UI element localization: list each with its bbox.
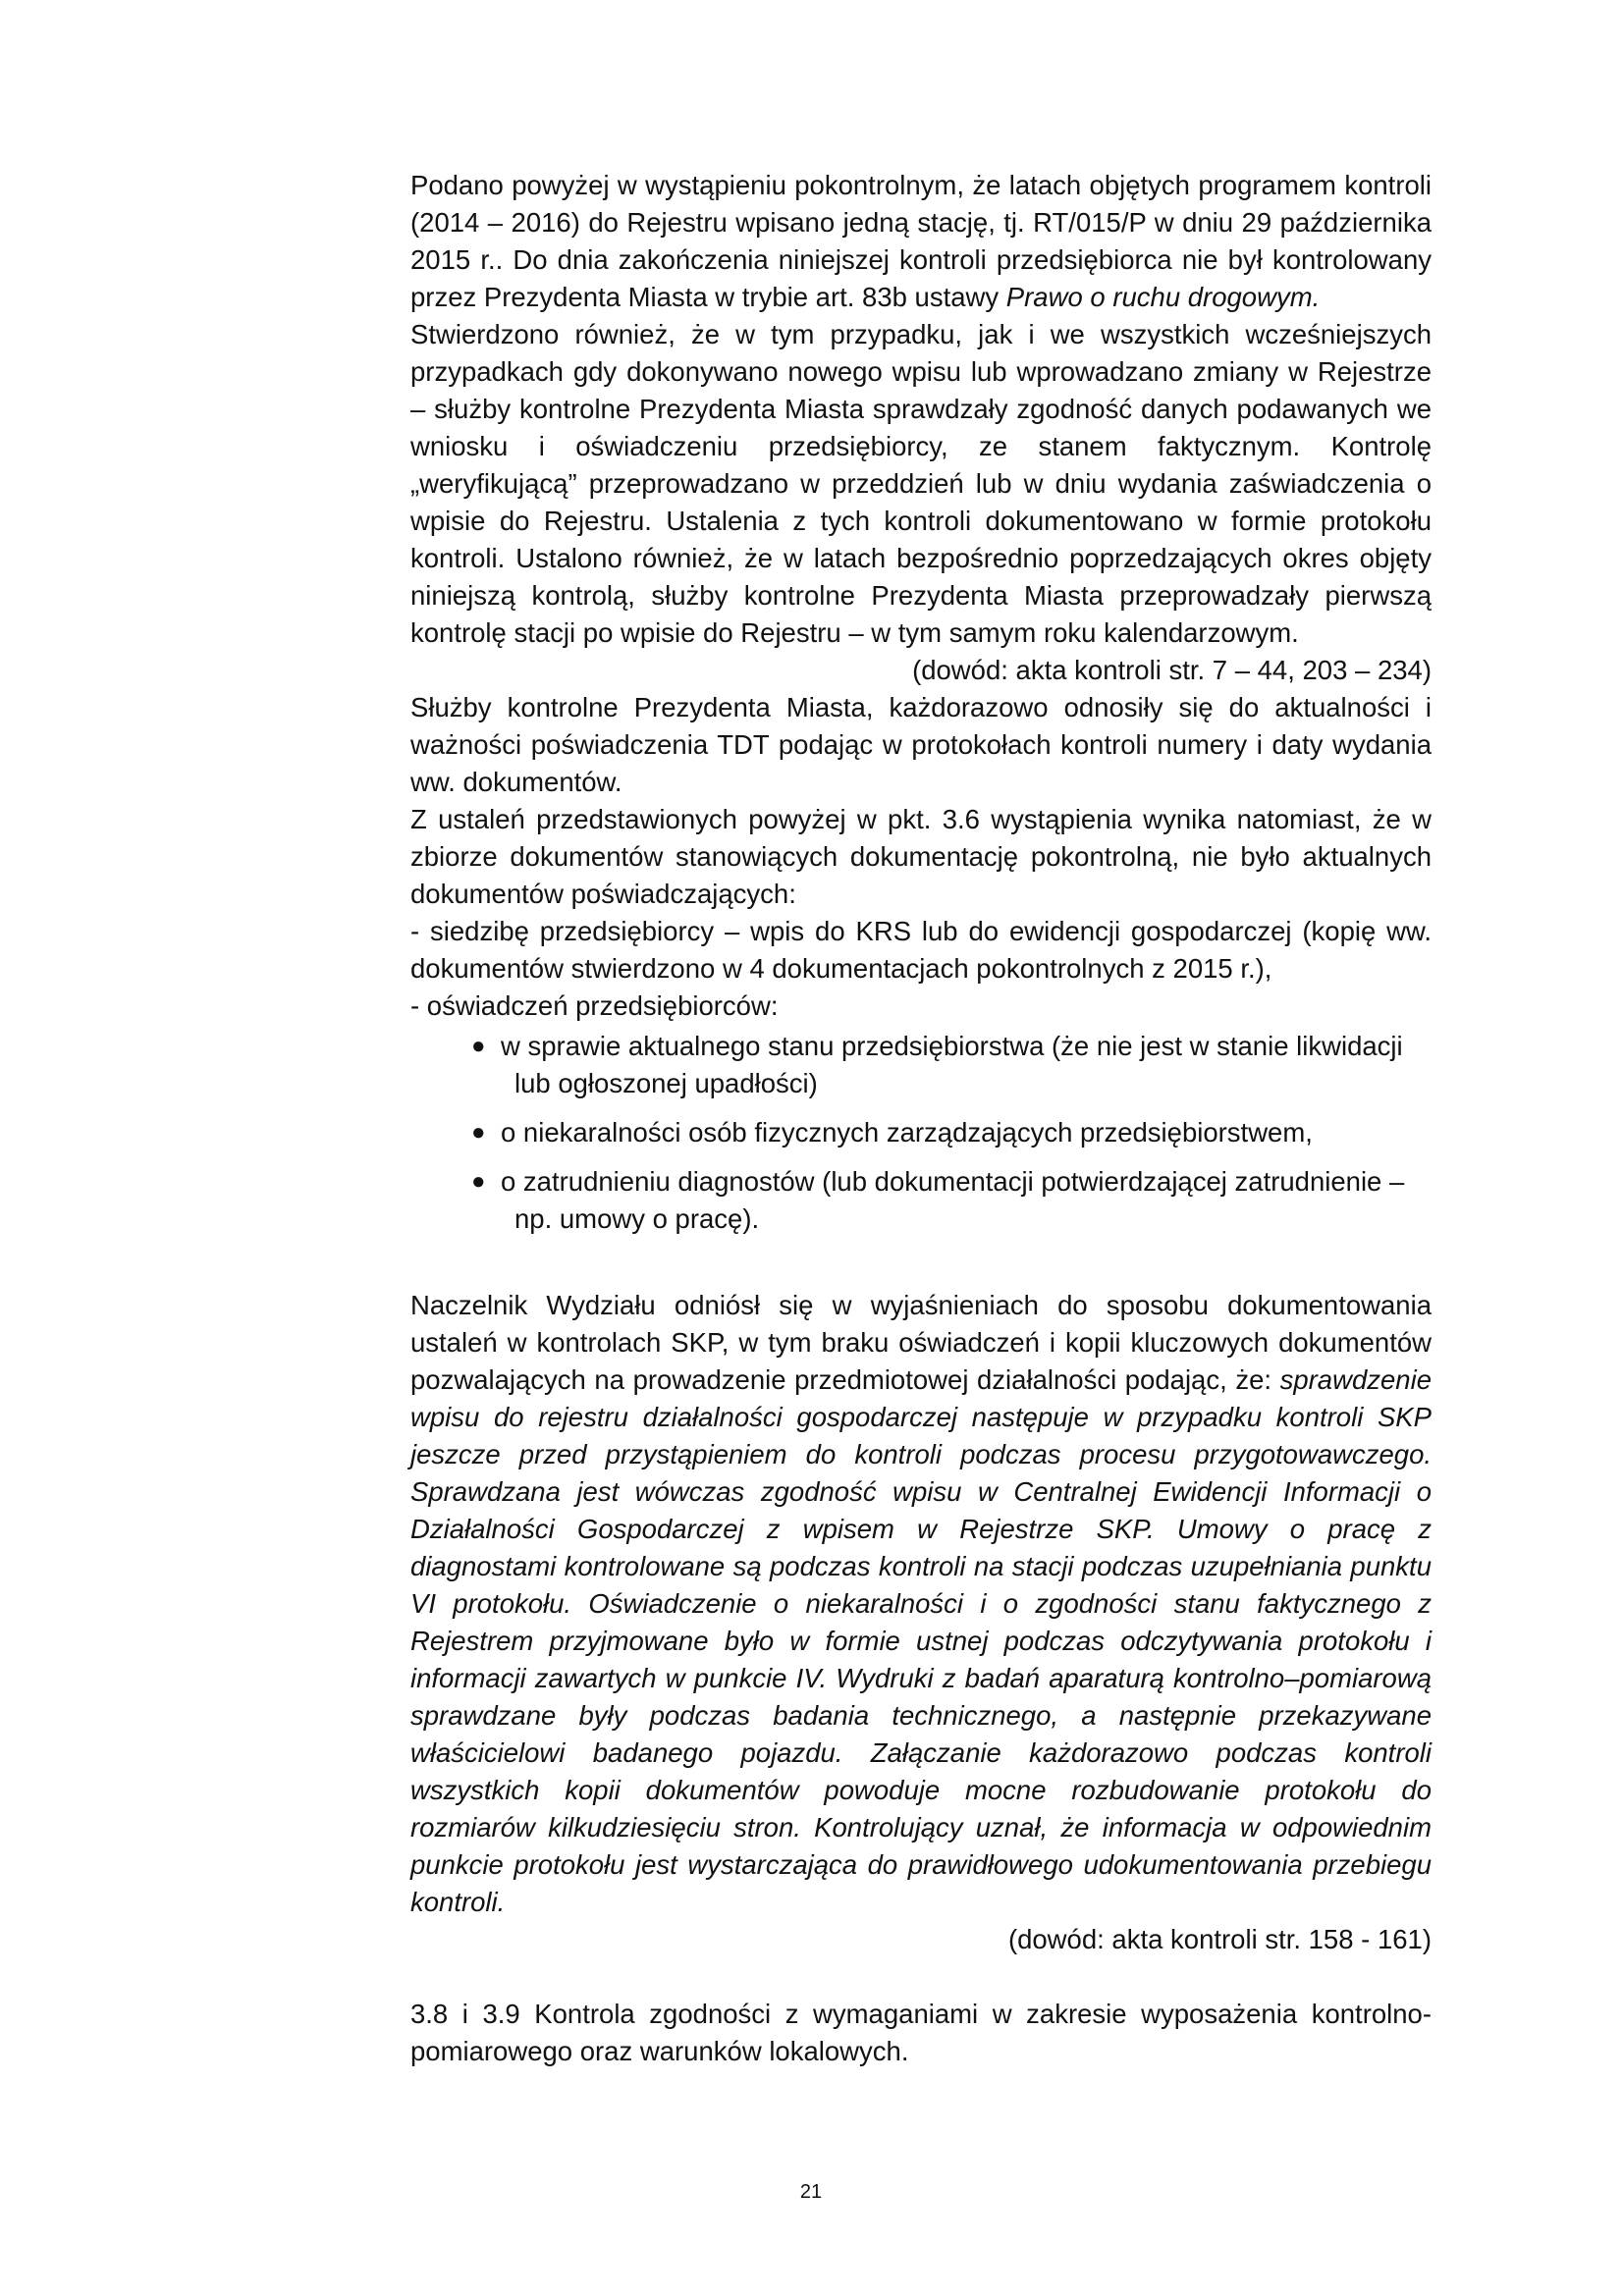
paragraph-text: Naczelnik Wydziału odniósł się w wyjaśnieniach do sposobu dokumentowania ustaleń w kontrolach SKP, w tym braku oświadczeń i kopii kluczowych dokumentów pozwalających na prowadzenie przedmiotowej działalności podając, że:: [410, 1290, 1432, 1395]
list-item: [471, 1163, 1432, 1238]
bullet-text-continuation: np. umowy o pracę).: [514, 1203, 760, 1234]
bullet-icon: ●: [471, 1168, 486, 1195]
paragraph-missing-documents: Z ustaleń przedstawionych powyżej w pkt. 3.6 wystąpienia wynika natomiast, że w zbiorze dokumentów stanowiących dokumentację pokontrolną, nie było aktualnych dokumentów poświadczających:: [410, 804, 1432, 909]
paragraph-registry-entry: [410, 167, 1432, 316]
evidence-reference: (dowód: akta kontroli str. 158 - 161): [1007, 1924, 1432, 1954]
evidence-reference: (dowód: akta kontroli str. 7 – 44, 203 – 234): [912, 655, 1432, 685]
section-heading: 3.8 i 3.9 Kontrola zgodności z wymaganiami w zakresie wyposażenia kontrolno-pomiarowego oraz warunków lokalowych.: [410, 1999, 1432, 2066]
bullet-text: w sprawie aktualnego stanu przedsiębiorstwa (że nie jest w stanie likwidacji: [501, 1031, 1403, 1061]
list-item-seat: - siedzibę przedsiębiorcy – wpis do KRS lub do ewidencji gospodarczej (kopię ww. dokumentów stwierdzono w 4 dokumentacjach pokontrolnych z 2015 r.),: [410, 916, 1432, 984]
list-item: [471, 1028, 1432, 1102]
paragraph-text: Podano powyżej w wystąpieniu pokontrolnym, że latach objętych programem kontroli (2014 – 2016) do Rejestru wpisano jedną stację, tj. RT/015/P w dniu 29 października 2015 r.. Do dnia zakończenia niniejszej kontroli przedsiębiorca nie był kontrolowany przez Prezydenta Miasta w trybie art. 83b ustawy: [410, 170, 1432, 312]
page-number: 21: [799, 2181, 823, 2203]
list-item-statements: - oświadczeń przedsiębiorców:: [410, 990, 779, 1021]
bullet-icon: ●: [471, 1033, 486, 1059]
quoted-explanation: sprawdzenie wpisu do rejestru działalności gospodarczej następuje w przypadku kontroli SKP jeszcze przed przystąpieniem do kontroli podczas procesu przygotowawczego. Sprawdzana jest wówczas zgodność wpisu w Centralnej Ewidencji Informacji o Działalności Gospodarczej z wpisem w Rejestrze SKP. Umowy o pracę z diagnostami kontrolowane są podczas kontroli na stacji podczas uzupełniania punktu VI protokołu. Oświadczenie o niekaralności i o zgodności stanu faktycznego z Rejestrem przyjmowane było w formie ustnej podczas odczytywania protokołu i informacji zawartych w punkcie IV. Wydruki z badań aparaturą kontrolno–pomiarową sprawdzane były podczas badania technicznego, a następnie przekazywane właścicielowi badanego pojazdu. Załączanie każdorazowo podczas kontroli wszystkich kopii dokumentów powoduje mocne rozbudowanie protokołu do rozmiarów kilkudziesięciu stron. Kontrolujący uznał, że informacja w odpowiednim punkcie protokołu jest wystarczająca do prawidłowego udokumentowania przebiegu kontroli.: [410, 1364, 1432, 1917]
document-body: [410, 167, 1432, 2070]
paragraph-findings: Stwierdzono również, że w tym przypadku, jak i we wszystkich wcześniejszych przypadkach gdy dokonywano nowego wpisu lub wprowadzano zmiany w Rejestrze – służby kontrolne Prezydenta Miasta sprawdzały zgodność danych podawanych we wniosku i oświadczeniu przedsiębiorcy, ze stanem faktycznym. Kontrolę „weryfikującą” przeprowadzano w przeddzień lub w dniu wydania zaświadczenia o wpisie do Rejestru. Ustalenia z tych kontroli dokumentowano w formie protokołu kontroli. Ustalono również, że w latach bezpośrednio poprzedzających okres objęty niniejszą kontrolą, służby kontrolne Prezydenta Miasta przeprowadzały pierwszą kontrolę stacji po wpisie do Rejestru – w tym samym roku kalendarzowym.: [410, 319, 1432, 648]
spacer: [410, 1958, 1432, 1996]
paragraph-explanations: [410, 1287, 1432, 1921]
bullet-text: o niekaralności osób fizycznych zarządzających przedsiębiorstwem,: [501, 1117, 1313, 1148]
statements-list: [410, 1028, 1432, 1238]
paragraph-tdt: Służby kontrolne Prezydenta Miasta, każdorazowo odnosiły się do aktualności i ważności poświadczenia TDT podając w protokołach kontroli numery i daty wydania ww. dokumentów.: [410, 692, 1432, 797]
bullet-icon: ●: [471, 1119, 486, 1146]
list-item: [471, 1114, 1432, 1151]
spacer: [410, 1250, 1432, 1287]
bullet-text: o zatrudnieniu diagnostów (lub dokumentacji potwierdzającej zatrudnienie –: [501, 1166, 1405, 1197]
bullet-text-continuation: lub ogłoszonej upadłości): [514, 1068, 818, 1098]
law-title: Prawo o ruchu drogowym.: [1005, 282, 1321, 312]
